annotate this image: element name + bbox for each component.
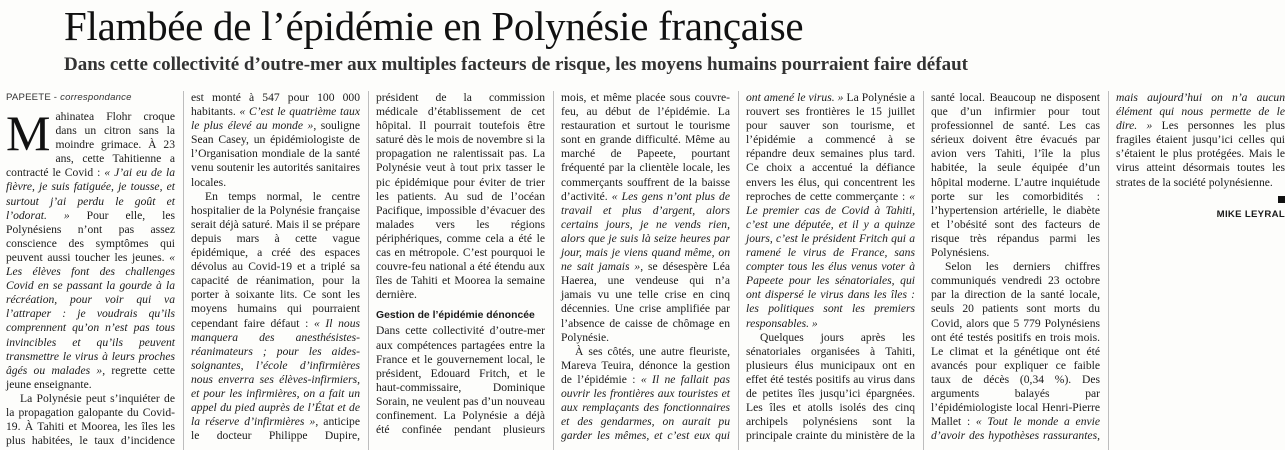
quote-run: « Tout le monde a envie d’avoir des hypothèses rassurantes, mais aujourd’hui on n’a aucun élément qui nous permette de le dire. » <box>931 91 1285 443</box>
end-mark-icon <box>1278 196 1285 203</box>
text-run: , regrette cette jeune enseignante. <box>6 363 175 391</box>
text-run: , anticipe le docteur Philippe Dupire, président de la commission médicale d’établissement de cet hôpital. Il pourrait toutefois être saturé dès le mois de novembre si la propagation ne ralentissait pas. La Polynésie veut à tout prix tasser le pic épidémique pour éviter de trier les patients. Au sud de l’océan Pacifique, impossible d’évacuer des malades vers les régions périphériques, comme cela a été le cas en métropole. C’est pourquoi le couvre-feu national a été étendu aux îles de Tahiti et Moorea la semaine dernière. <box>191 91 545 443</box>
paragraph <box>6 105 175 392</box>
quote-run: « Il ne fallait pas ouvrir les frontières aux touristes et aux remplaçants des fonctionnaires et des gendarmes, on aurait pu garder les mêmes, et c’est eux qui ont amené le virus. » <box>561 91 844 443</box>
text-run: Dans cette collectivité d’outre-mer aux compétences partagées entre la France et le gouvernement local, le président, Edouard Fritch, et le haut-commissaire, Dominique Sorain, ne veulent pas d’un nouveau confinement. La Polynésie a déjà été confinée pendant plusieurs mois, et même placée sous couvre-feu, au début de l’épidémie. La restauration et surtout le tourisme sont en grande difficulté. Même au marché de Papeete, pourtant fréquenté par la clientèle locale, les commerçants souffrent de la baisse d’activité. <box>376 91 730 437</box>
text-run: , se désespère Léa Haerea, une vendeuse qui n’a jamais vu une telle crise en cinq décennies. Une crise amplifiée par l’absence de caisse de chômage en Polynésie. <box>561 260 731 344</box>
text-run: , souligne Sean Casey, un épidémiologiste de l’Organisation mondiale de la santé venu soutenir les autorités sanitaires locales. <box>191 119 360 189</box>
text-run: Pour elle, les Polynésiens n’ont pas assez conscience des symptômes qui peuvent aussi toucher les jeunes. <box>6 208 175 264</box>
text-run: Les personnes les plus fragiles étaient jusqu’ici celles qui s’étaient le plus protégées. Mais le virus atteint désormais toutes les strates de la société polynésienne. <box>1116 119 1285 189</box>
text-run: Selon les derniers chiffres communiqués vendredi 23 octobre par la direction de la santé locale, seuls 20 patients sont morts du Covid, alors que 5 779 Polynésiens ont été testés positifs en trois mois. Le climat et la génétique ont été avancés pour expliquer ce faible taux de décès (0,34 %). Des arguments balayés par l’épidémiologiste local Henri-Pierre Mallet : <box>931 260 1100 429</box>
headline: Flambée de l’épidémie en Polynésie française <box>64 3 804 49</box>
text-run: La Polynésie peut s’inquiéter de la propagation galopante du Covid-19. À Tahiti et Moorea, les îles les plus habitées, le taux d’incidence est monté à 547 pour 100 000 habitants. <box>6 91 360 448</box>
section-heading: Gestion de l’épidémie dénoncée <box>376 310 535 322</box>
quote-run: « J’ai eu de la fièvre, je suis fatiguée, je tousse, et surtout j’ai perdu le goût et l’odorat. » <box>6 166 175 222</box>
quote-run: « Les élèves font des challenges Covid en se passant la gourde à la récréation, pour voir qui va l’attraper : je voudrais qu’ils comprennent qu’on n’est pas tous invincibles et qu’ils peuvent transmettre le virus à leurs proches âgés ou malades » <box>6 250 175 377</box>
signoff <box>1116 193 1285 222</box>
dateline <box>6 91 175 105</box>
text-run: La Polynésie a rouvert ses frontières le 15 juillet pour sauver son tourisme, et l’épidémie a commencé à se répandre deux semaines plus tard. Ce choix a accentué la défiance envers les élus, qui concentrent les reproches de cette commerçante : <box>746 91 916 203</box>
author-signature: MIKE LEYRAL <box>1216 208 1285 220</box>
dateline-role: correspondance <box>60 92 132 103</box>
quote-run: « Les gens n’ont plus de travail et plus d’argent, alors certains jours, je ne vends rien, alors que je suis là seize heures par jour, mais je viens quand même, on ne sait jamais » <box>561 189 730 274</box>
dateline-place: PAPEETE - <box>6 92 61 103</box>
drop-cap: M <box>6 105 51 161</box>
text-run: À ses côtés, une autre fleuriste, Mareva Teuira, dénonce la gestion de l’épidémie : <box>561 344 730 386</box>
subheadline: Dans cette collectivité d’outre-mer aux multiples facteurs de risque, les moyens humains pourraient faire défaut <box>64 54 968 75</box>
quote-run: « Il nous manquera des anesthésistes-réanimateurs ; pour les aides-soignantes, l’école d’infirmières nous enverra ses élèves-infirmiers, et pour les infirmières, on a fait un appel du pied auprès de l’État et de la réserve d’infirmières » <box>191 316 360 429</box>
text-run: En temps normal, le centre hospitalier de la Polynésie française serait déjà saturé. Mais il se prépare depuis mars à cette vague épidémique, a créé des espaces dévolus au Covid-19 et a triplé sa capacité de réanimation, pour la porter à soixante lits. Ce sont les moyens humains qui pourraient cependant faire défaut : <box>191 189 360 330</box>
text-run: ahinatea Flohr croque dans un citron sans la moindre grimace. À 23 ans, cette Tahitienne a contracté le Covid : <box>6 110 175 180</box>
quote-run: « C’est le quatrième taux le plus élevé au monde » <box>191 105 360 133</box>
quote-run: « Le premier cas de Covid à Tahiti, c’est une députée, et il y a quinze jours, c’est le président Fritch qui a ramené le virus de France, sans compter tous les élus venus voter à Papeete pour les sénatoriales, qui ont dispersé le virus dans les îles : les politiques sont les premiers responsables. » <box>746 189 915 330</box>
text-run: Quelques jours après les sénatoriales organisées à Tahiti, plusieurs élus municipaux ont en effet été testés positifs au virus dans de petites îles jusqu’ici épargnées. Les îles et atolls isolés des cinq archipels polynésiens sont la principale crainte du ministère de la santé local. Beaucoup ne disposent que d’un infirmier pour tout professionnel de santé. Les cas sérieux doivent être évacués par avion vers Tahiti, l’île la plus habitée, la seule équipée d’un hôpital moderne. L’autre inquiétude porte sur les comorbidités : l’hypertension artérielle, le diabète et l’obésité sont des facteurs de risque très répandus parmi les Polynésiens. <box>746 91 1100 443</box>
article-body <box>6 91 1285 450</box>
